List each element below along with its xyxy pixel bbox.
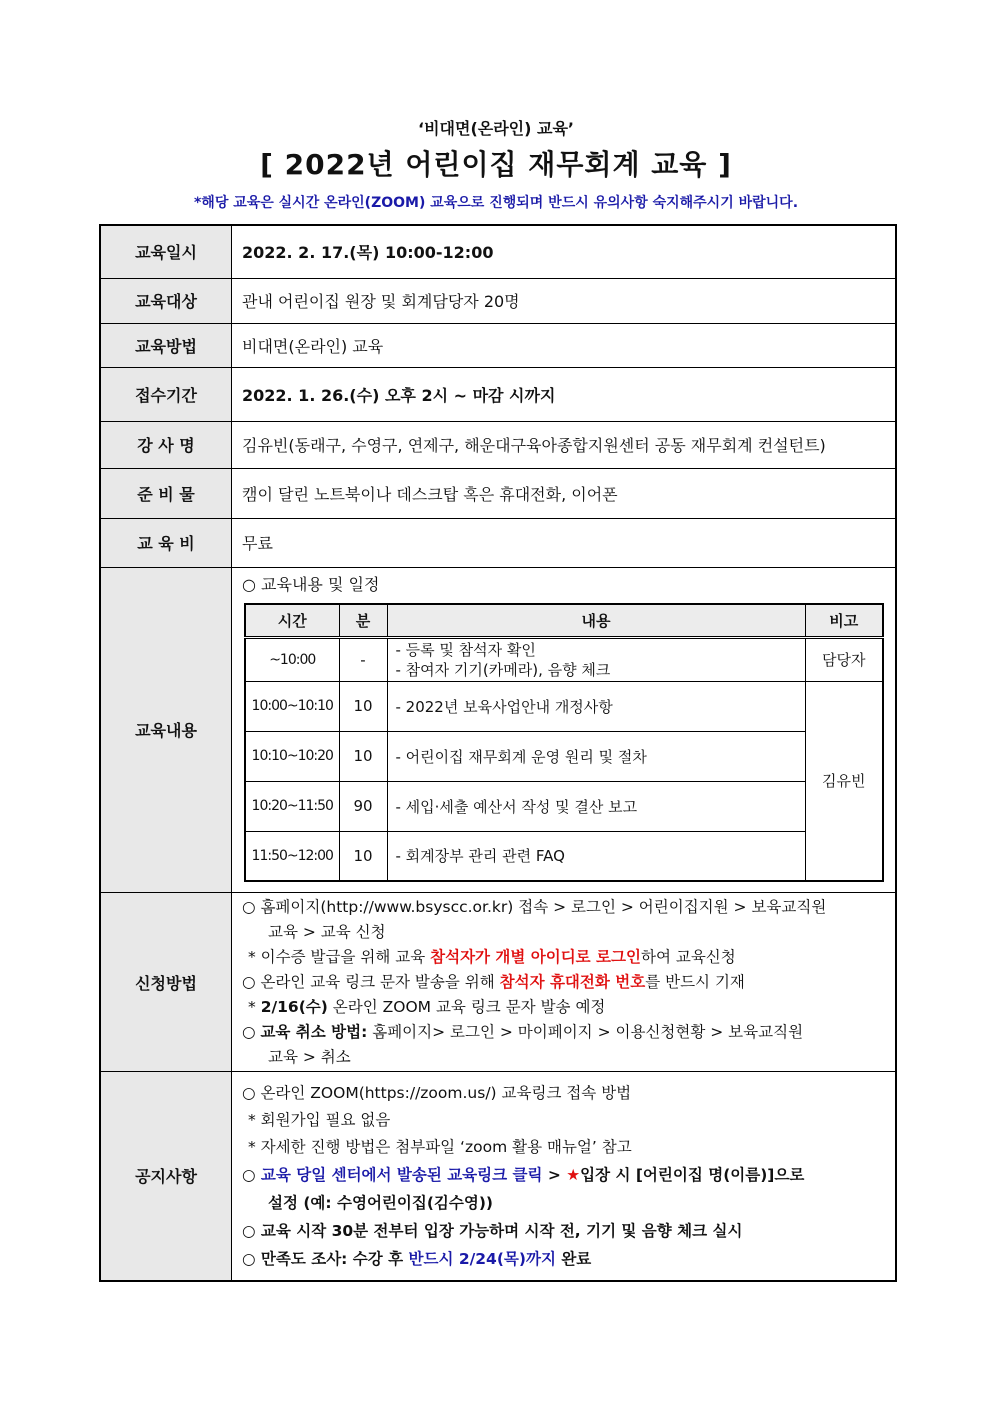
row-label: 교 육 비 — [100, 518, 232, 567]
schedule-note: 김유빈 — [805, 681, 883, 881]
notice-line-link: ○ 교육 당일 센터에서 발송된 교육링크 클릭 > ★입장 시 [어린이집 명(이름)]으로 — [242, 1165, 805, 1184]
schedule-item: - 참여자 기기(카메라), 음향 체크 — [395, 660, 611, 679]
row-apply — [100, 893, 896, 1072]
schedule-time: 11:50~12:00 — [245, 831, 339, 881]
row-method — [100, 323, 896, 367]
schedule-min: - — [339, 637, 387, 681]
row-label: 교육방법 — [100, 323, 232, 367]
date-value: 2022. 2. 17.(목) 10:00-12:00 — [232, 225, 897, 278]
schedule-row — [245, 681, 883, 731]
zoom-notice: *해당 교육은 실시간 온라인(ZOOM) 교육으로 진행되며 반드시 유의사항 숙지해주시기 바랍니다. — [193, 195, 799, 211]
schedule-time: 10:00~10:10 — [245, 681, 339, 731]
apply-line-login: * 이수증 발급을 위해 교육 참석자가 개별 아이디로 로그인하여 교육신청 — [248, 947, 736, 966]
schedule-item: - 어린이집 재무회계 운영 원리 및 절차 — [387, 731, 805, 781]
row-label: 공지사항 — [100, 1072, 232, 1281]
schedule-row — [245, 831, 883, 881]
schedule-row — [245, 637, 883, 681]
schedule-header-content: 내용 — [387, 604, 805, 638]
schedule-item: - 등록 및 참석자 확인 — [395, 640, 536, 659]
row-label: 강 사 명 — [100, 421, 232, 468]
schedule-time: 10:10~10:20 — [245, 731, 339, 781]
method-value: 비대면(온라인) 교육 — [232, 323, 897, 367]
row-label: 교육내용 — [100, 567, 232, 893]
fee-value: 무료 — [232, 518, 897, 567]
schedule-header-min: 분 — [339, 604, 387, 638]
row-date — [100, 225, 896, 278]
row-lecturer — [100, 421, 896, 468]
apply-line-homepage: ○ 홈페이지(http://www.bsyscc.or.kr) 접속 > 로그인 > 어린이집지원 > 보육교직원 — [242, 897, 827, 916]
apply-line-homepage-cont: 교육 > 교육 신청 — [268, 922, 386, 941]
schedule-min: 90 — [339, 781, 387, 831]
info-table — [99, 224, 897, 1282]
notice-line-survey: ○ 만족도 조사: 수강 후 반드시 2/24(목)까지 완료 — [242, 1249, 592, 1268]
star-icon: ★ — [566, 1165, 581, 1184]
row-label: 신청방법 — [100, 893, 232, 1072]
notice-line-zoom: ○ 온라인 ZOOM(https://zoom.us/) 교육링크 접속 방법 — [242, 1083, 632, 1102]
schedule-note: 담당자 — [805, 637, 883, 681]
period-value: 2022. 1. 26.(수) 오후 2시 ~ 마감 시까지 — [232, 367, 897, 421]
notice-line-manual: * 자세한 진행 방법은 첨부파일 ‘zoom 활용 매뉴얼’ 참고 — [248, 1137, 632, 1156]
row-label: 준 비 물 — [100, 468, 232, 518]
row-content — [100, 567, 896, 893]
row-label: 교육일시 — [100, 225, 232, 278]
target-value: 관내 어린이집 원장 및 회계담당자 20명 — [232, 278, 897, 323]
schedule-min: 10 — [339, 831, 387, 881]
schedule-header-note: 비고 — [805, 604, 883, 638]
row-fee — [100, 518, 896, 567]
schedule-item: - 회계장부 관리 관련 FAQ — [387, 831, 805, 881]
document-title: [ 2022년 어린이집 재무회계 교육 ] — [260, 148, 732, 181]
schedule-min: 10 — [339, 681, 387, 731]
apply-line-cancel-cont: 교육 > 취소 — [268, 1047, 351, 1066]
apply-line-phone: ○ 온라인 교육 링크 문자 발송을 위해 참석자 휴대전화 번호를 반드시 기재 — [242, 972, 745, 991]
row-period — [100, 367, 896, 421]
row-target — [100, 278, 896, 323]
schedule-time: 10:20~11:50 — [245, 781, 339, 831]
schedule-item: - 세입·세출 예산서 작성 및 결산 보고 — [387, 781, 805, 831]
notice-line-entry: ○ 교육 시작 30분 전부터 입장 가능하며 시작 전, 기기 및 음향 체크 실시 — [242, 1221, 743, 1240]
schedule-row — [245, 731, 883, 781]
lecturer-value: 김유빈(동래구, 수영구, 연제구, 해운대구육아종합지원센터 공동 재무회계 컨설턴트) — [232, 421, 897, 468]
schedule-item: - 2022년 보육사업안내 개정사항 — [387, 681, 805, 731]
schedule-time: ~10:00 — [245, 637, 339, 681]
apply-line-cancel: ○ 교육 취소 방법: 홈페이지> 로그인 > 마이페이지 > 이용신청현황 > 보육교직원 — [242, 1022, 804, 1041]
document-subtitle: ‘비대면(온라인) 교육’ — [418, 119, 574, 138]
row-notices — [100, 1072, 896, 1281]
notice-line-link-cont: 설정 (예: 수영어린이집(김수영)) — [268, 1193, 494, 1212]
content-heading: ○ 교육내용 및 일정 — [242, 574, 380, 594]
notice-line-signup: * 회원가입 필요 없음 — [248, 1110, 391, 1129]
apply-line-sms: * 2/16(수) 온라인 ZOOM 교육 링크 문자 발송 예정 — [248, 997, 606, 1016]
row-label: 교육대상 — [100, 278, 232, 323]
schedule-header-time: 시간 — [245, 604, 339, 638]
row-label: 접수기간 — [100, 367, 232, 421]
schedule-table — [244, 603, 884, 883]
schedule-row — [245, 781, 883, 831]
row-prep — [100, 468, 896, 518]
schedule-min: 10 — [339, 731, 387, 781]
prep-value: 캠이 달린 노트북이나 데스크탑 혹은 휴대전화, 이어폰 — [232, 468, 897, 518]
